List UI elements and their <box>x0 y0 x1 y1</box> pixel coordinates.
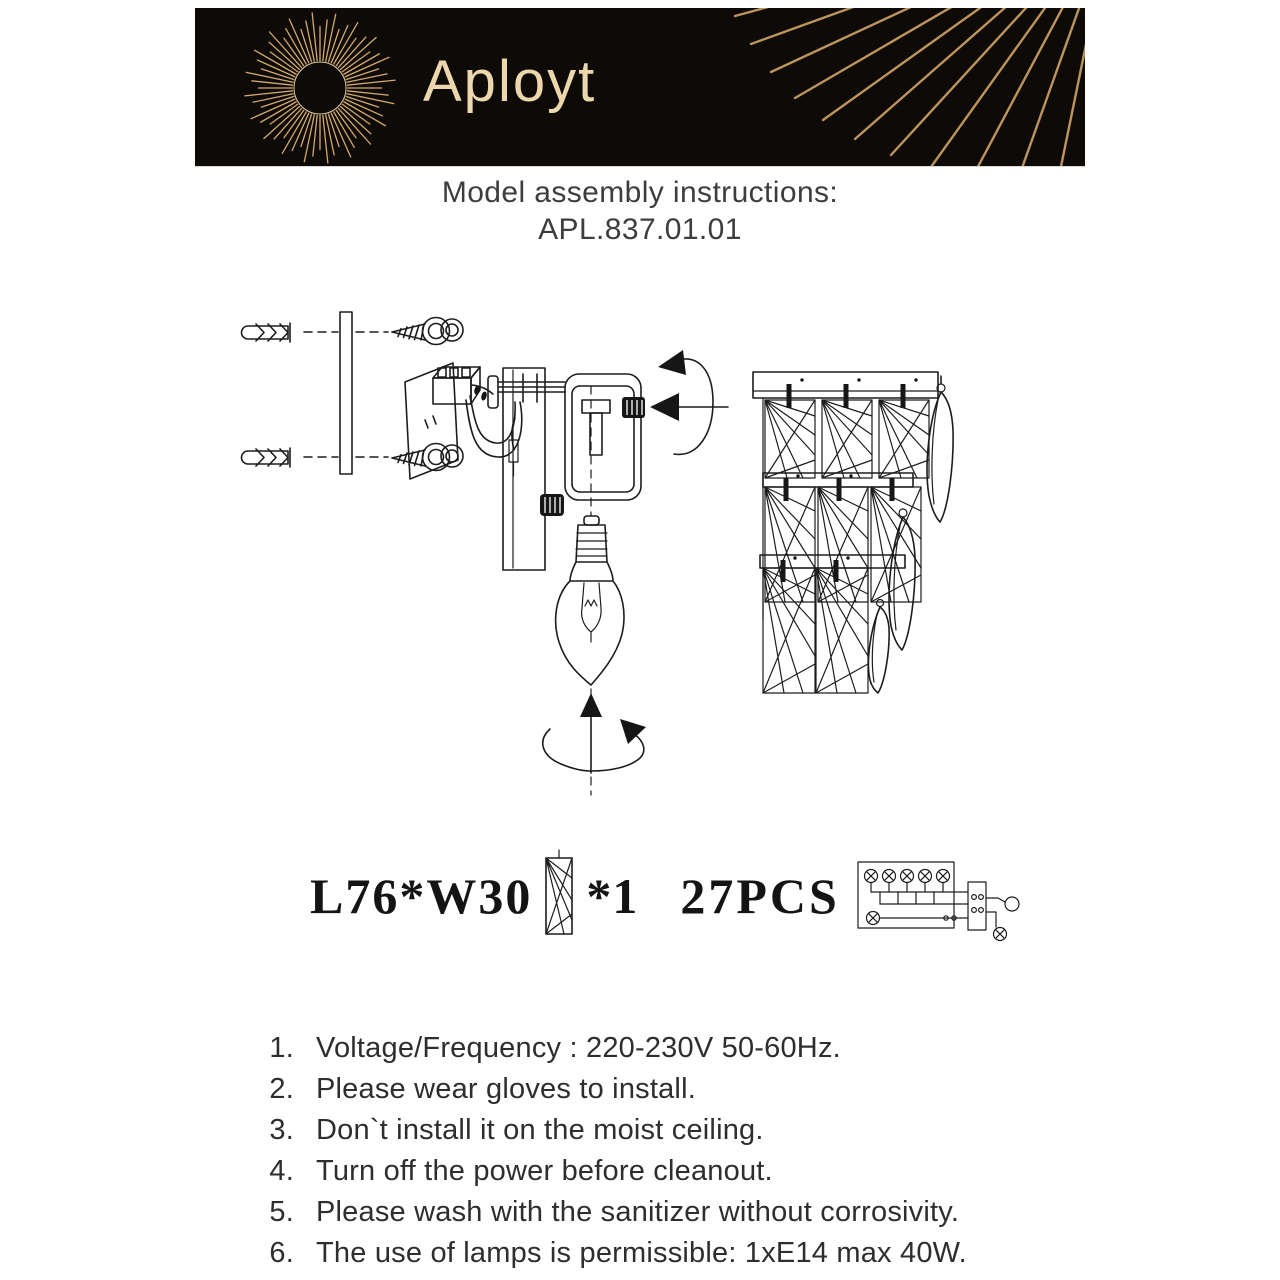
teardrop-crystal-icon <box>868 600 889 694</box>
wall-anchor-icon <box>242 448 291 467</box>
instruction-number: 3. <box>269 1114 294 1146</box>
instruction-text: Don`t install it on the moist ceiling. <box>316 1114 764 1146</box>
parts-spec-line <box>310 846 840 946</box>
instruction-text: Please wash with the sanitizer without corrosivity. <box>316 1196 960 1228</box>
instruction-number: 1. <box>269 1032 294 1064</box>
lamp-socket <box>565 374 641 500</box>
brand-header <box>195 8 1085 166</box>
knurled-nut-icon <box>622 397 645 418</box>
instruction-number: 6. <box>269 1237 294 1269</box>
page-title: Model assembly instructions: <box>441 176 839 209</box>
instruction-item <box>252 1069 1072 1110</box>
instruction-number: 2. <box>269 1073 294 1105</box>
screw-icon <box>392 444 463 471</box>
instruction-item <box>252 1028 1072 1069</box>
instruction-number: 5. <box>269 1196 294 1228</box>
title-block <box>0 174 1280 248</box>
parts-count-label: 27PCS <box>680 868 840 924</box>
screw-icon <box>392 318 463 345</box>
rotate-bulb-arrow-icon <box>543 693 646 773</box>
instruction-list <box>252 1028 1072 1274</box>
knurled-nut-icon <box>540 494 564 516</box>
parts-dimension-label: L76*W30 <box>310 868 533 924</box>
instruction-item <box>252 1233 1072 1274</box>
sconce-diagram <box>753 372 953 693</box>
instruction-item <box>252 1192 1072 1233</box>
instruction-text: Please wear gloves to install. <box>316 1073 696 1105</box>
instruction-item <box>252 1110 1072 1151</box>
assembly-diagram <box>220 290 980 805</box>
instruction-text: Turn off the power before cleanout. <box>316 1155 773 1187</box>
instruction-text: Voltage/Frequency : 220-230V 50-60Hz. <box>316 1032 841 1064</box>
crystal-prism-icon <box>538 848 580 944</box>
ray-decoration-icon <box>195 8 1085 166</box>
wiring-diagram <box>850 852 1050 952</box>
parts-quantity-label: *1 <box>586 868 639 924</box>
mounting-bracket <box>488 368 565 570</box>
wall-anchor-icon <box>242 323 291 342</box>
instruction-number: 4. <box>269 1155 294 1187</box>
instruction-item <box>252 1151 1072 1192</box>
model-number: APL.837.01.01 <box>538 213 742 246</box>
brand-name: Aployt <box>423 49 597 114</box>
light-bulb-icon <box>556 516 624 685</box>
instruction-text: The use of lamps is permissible: 1xE14 max 40W. <box>316 1237 967 1269</box>
mounting-strip <box>340 312 352 474</box>
screw-direction-arrow-icon <box>650 350 728 454</box>
